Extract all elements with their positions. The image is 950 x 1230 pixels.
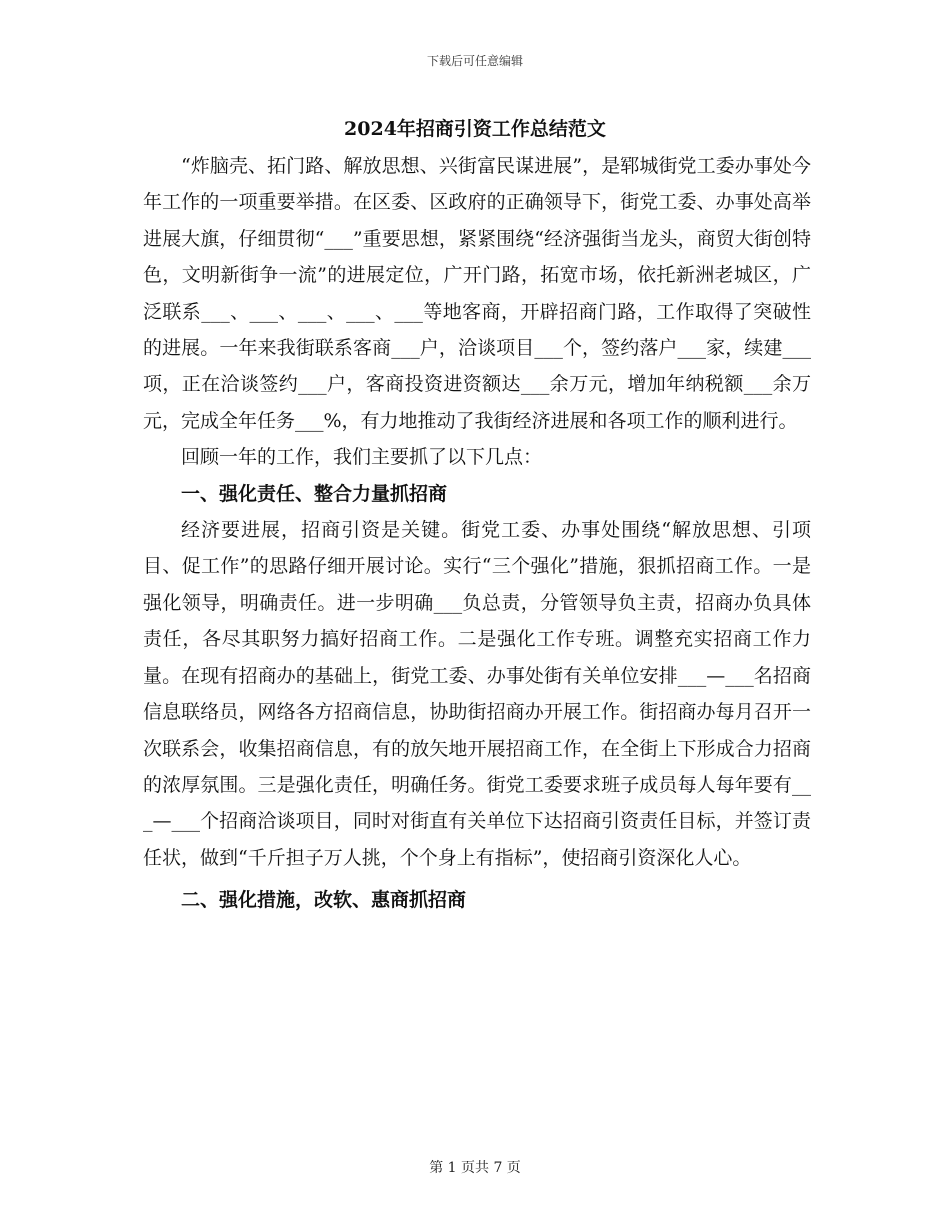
document-body [143, 148, 811, 919]
section-1-paragraph: 经济要进展，招商引资是关键。街党工委、办事处围绕“解放思想、引项目、促工作”的思路仔细开展讨论。实行“三个强化”措施，狠抓招商工作。一是强化领导，明确责任。进一步明确___负总责，分管领导负主责，招商办负具体责任，各尽其职努力搞好招商工作。二是强化工作专班。调整充实招商工作力量。在现有招商办的基础上，街党工委、办事处街有关单位安排___—___名招商信息联络员，网络各方招商信息，协助街招商办开展工作。街招商办每月召开一次联系会，收集招商信息，有的放矢地开展招商工作，在全街上下形成合力招商的浓厚氛围。三是强化责任，明确任务。街党工委要求班子成员每人每年要有___—___个招商洽谈项目，同时对街直有关单位下达招商引资责任目标，并签订责任状，做到“千斤担子万人挑，个个身上有指标”，使招商引资深化人心。 [143, 519, 811, 869]
section-1-heading: 一、强化责任、整合力量抓招商 [181, 482, 448, 505]
review-paragraph: 回顾一年的工作，我们主要抓了以下几点： [181, 446, 543, 469]
intro-paragraph: “炸脑壳、拓门路、解放思想、兴街富民谋进展”，是郓城街党工委办事处今年工作的一项重要举措。在区委、区政府的正确领导下，街党工委、办事处高举进展大旗，仔细贯彻“___”重要思想，紧紧围绕“经济强街当龙头，商贸大街创特色，文明新街争一流”的进展定位，广开门路，拓宽市场，依托新洲老城区，广泛联系___、___、___、___、___等地客商，开辟招商门路，工作取得了突破性的进展。一年来我街联系客商___户，洽谈项目___个，签约落户___家，续建___项，正在洽谈签约___户，客商投资进资额达___余万元，增加年纳税额___余万元，完成全年任务___%，有力地推动了我街经济进展和各项工作的顺利进行。 [143, 155, 811, 432]
page-header: 下载后可任意编辑 [426, 54, 523, 68]
page-footer: 第 1 页共 7 页 [429, 1160, 521, 1176]
section-2-heading: 二、强化措施，改软、惠商抓招商 [181, 889, 467, 912]
document-title: 2024年招商引资工作总结范文 [344, 118, 606, 140]
